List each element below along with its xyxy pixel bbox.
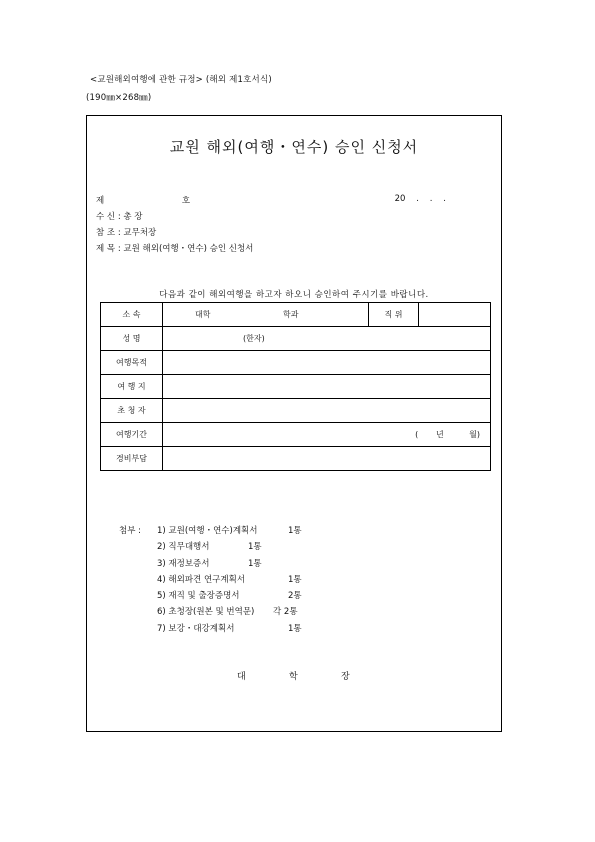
application-table bbox=[100, 302, 491, 471]
cost-cell[interactable] bbox=[163, 447, 491, 471]
recipient: 수 신 : 총 장 bbox=[96, 212, 143, 222]
attachment-qty-7: 1통 bbox=[288, 624, 302, 634]
table-row bbox=[101, 375, 491, 399]
attachment-qty-5: 2통 bbox=[288, 591, 302, 601]
table-row bbox=[101, 399, 491, 423]
inviter-cell[interactable] bbox=[163, 399, 491, 423]
attachment-item-2: 2) 직무대행서 bbox=[157, 542, 210, 552]
regulation-header: <교원해외여행에 관한 규정> (해외 제1호서식) bbox=[90, 75, 272, 85]
attachment-item-4: 4) 해외파견 연구계획서 bbox=[157, 575, 246, 585]
name-cell[interactable]: (한자) bbox=[163, 327, 491, 351]
reference: 참 조 : 교무처장 bbox=[96, 228, 157, 238]
attachment-item-6: 6) 초청장(원본 및 번역문) bbox=[157, 607, 255, 617]
table-row bbox=[101, 447, 491, 471]
table-row bbox=[101, 327, 491, 351]
purpose-label: 여행목적 bbox=[101, 351, 163, 375]
table-row bbox=[101, 423, 491, 447]
paper-size: (190㎜×268㎜) bbox=[86, 93, 152, 103]
destination-cell[interactable] bbox=[163, 375, 491, 399]
affiliation-label: 소 속 bbox=[101, 303, 163, 327]
form-title: 교원 해외(여행・연수) 승인 신청서 bbox=[169, 138, 419, 156]
doc-date: 20 . . . bbox=[394, 194, 446, 204]
period-cell[interactable]: ( 년 월) bbox=[163, 423, 491, 447]
inviter-label: 초 청 자 bbox=[101, 399, 163, 423]
position-cell[interactable] bbox=[419, 303, 491, 327]
cost-label: 경비부담 bbox=[101, 447, 163, 471]
attachment-qty-6: 각 2통 bbox=[273, 607, 298, 617]
attachments-label: 첨부 : bbox=[119, 526, 141, 536]
affiliation-cell[interactable]: 대학 학과 bbox=[163, 303, 369, 327]
attachment-item-7: 7) 보강・대강계획서 bbox=[157, 624, 235, 634]
attachment-qty-1: 1통 bbox=[288, 526, 302, 536]
signature-char-1: 대 bbox=[237, 672, 246, 682]
doc-number: 제 호 bbox=[96, 196, 191, 206]
intro-text: 다음과 같이 해외여행을 하고자 하오니 승인하여 주시기를 바랍니다. bbox=[159, 290, 429, 300]
table-row bbox=[101, 303, 491, 327]
attachment-qty-4: 1통 bbox=[288, 575, 302, 585]
period-label: 여행기간 bbox=[101, 423, 163, 447]
attachment-item-1: 1) 교원(여행・연수)계획서 bbox=[157, 526, 258, 536]
attachment-qty-3: 1통 bbox=[248, 559, 262, 569]
destination-label: 여 행 지 bbox=[101, 375, 163, 399]
form-frame bbox=[86, 115, 502, 732]
subject: 제 목 : 교원 해외(여행・연수) 승인 신청서 bbox=[96, 244, 254, 254]
attachment-qty-2: 1통 bbox=[248, 542, 262, 552]
attachment-item-5: 5) 재직 및 출장증명서 bbox=[157, 591, 240, 601]
signature-char-2: 학 bbox=[289, 672, 298, 682]
table-row bbox=[101, 351, 491, 375]
purpose-cell[interactable] bbox=[163, 351, 491, 375]
position-label: 직 위 bbox=[369, 303, 419, 327]
name-label: 성 명 bbox=[101, 327, 163, 351]
attachment-item-3: 3) 재정보증서 bbox=[157, 559, 210, 569]
signature-char-3: 장 bbox=[341, 672, 350, 682]
